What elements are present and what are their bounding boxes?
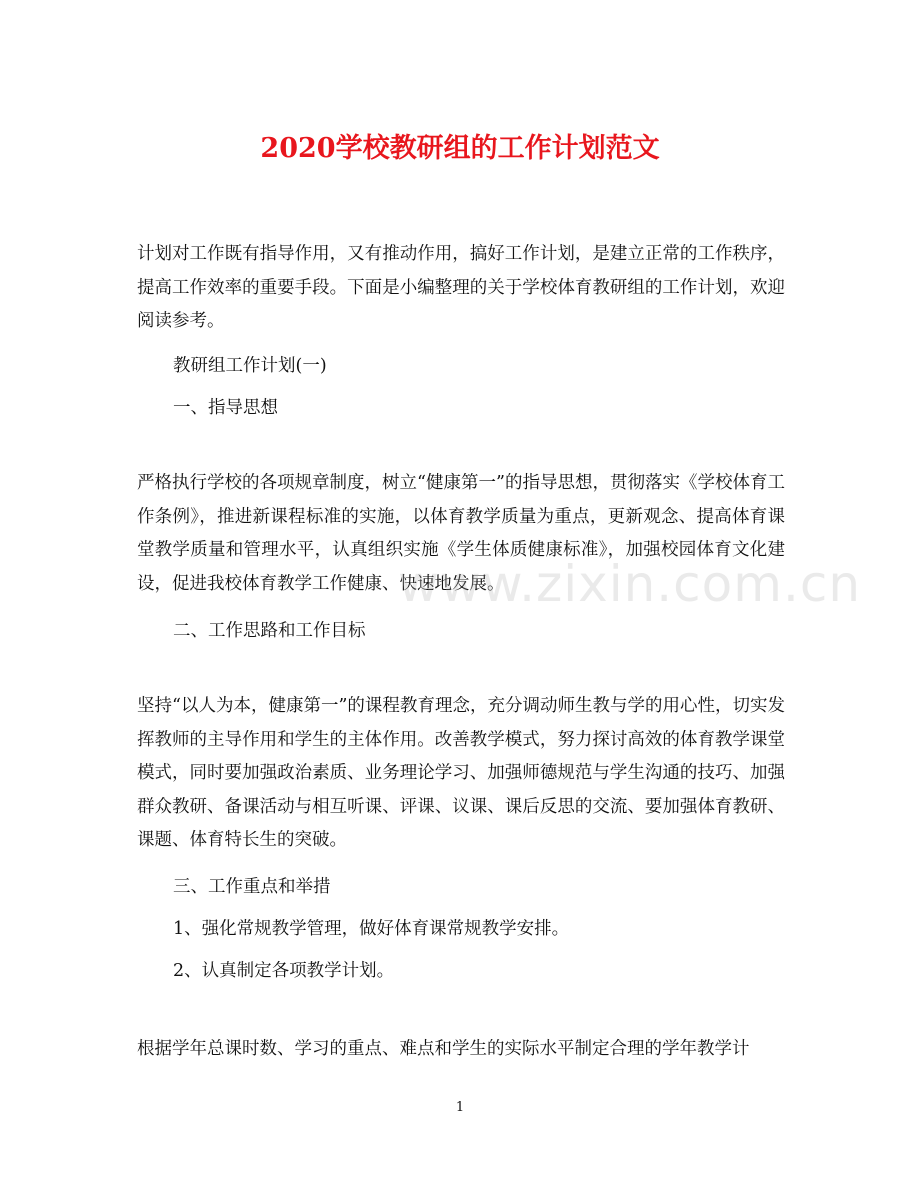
closing-paragraph: 根据学年总课时数、学习的重点、难点和学生的实际水平制定合理的学年教学计	[137, 1039, 750, 1059]
list-item-teaching-plans: 2、认真制定各项教学计划。	[173, 961, 395, 981]
section-heading-work-goals: 二、工作思路和工作目标	[173, 621, 366, 641]
document-title: 2020学校教研组的工作计划范文	[260, 133, 660, 164]
intro-paragraph: 计划对工作既有指导作用，又有推动作用，搞好工作计划，是建立正常的工作秩序，提高工作效率的重要手段。下面是小编整理的关于学校体育教研组的工作计划，欢迎阅读参考。	[137, 244, 785, 331]
watermark-text: www.zixin.com.cn	[398, 555, 862, 613]
section-body-work-goals: 坚持“以人为本，健康第一”的课程教育理念，充分调动师生教与学的用心性，切实发挥教师的主导作用和学生的主体作用。改善教学模式，努力探讨高效的体育教学课堂模式，同时要加强政治素质、业务理论学习、加强师德规范与学生沟通的技巧、加强群众教研、备课活动与相互听课、评课、议课、课后反思的交流、要加强体育教研、课题、体育特长生的突破。	[137, 696, 785, 850]
list-item-routine-management: 1、强化常规教学管理，做好体育课常规教学安排。	[173, 919, 570, 939]
plan-heading: 教研组工作计划(一)	[173, 356, 327, 376]
section-heading-guiding-thought: 一、指导思想	[173, 398, 278, 418]
section-heading-key-measures: 三、工作重点和举措	[173, 877, 331, 897]
page-number: 1	[455, 1100, 465, 1115]
section-body-guiding-thought: 严格执行学校的各项规章制度，树立“健康第一”的指导思想，贯彻落实《学校体育工作条例》，推进新课程标准的实施，以体育教学质量为重点，更新观念、提高体育课堂教学质量和管理水平，认真组织实施《学生体质健康标准》，加强校园体育文化建设，促进我校体育教学工作健康、快速地发展。	[137, 473, 785, 594]
